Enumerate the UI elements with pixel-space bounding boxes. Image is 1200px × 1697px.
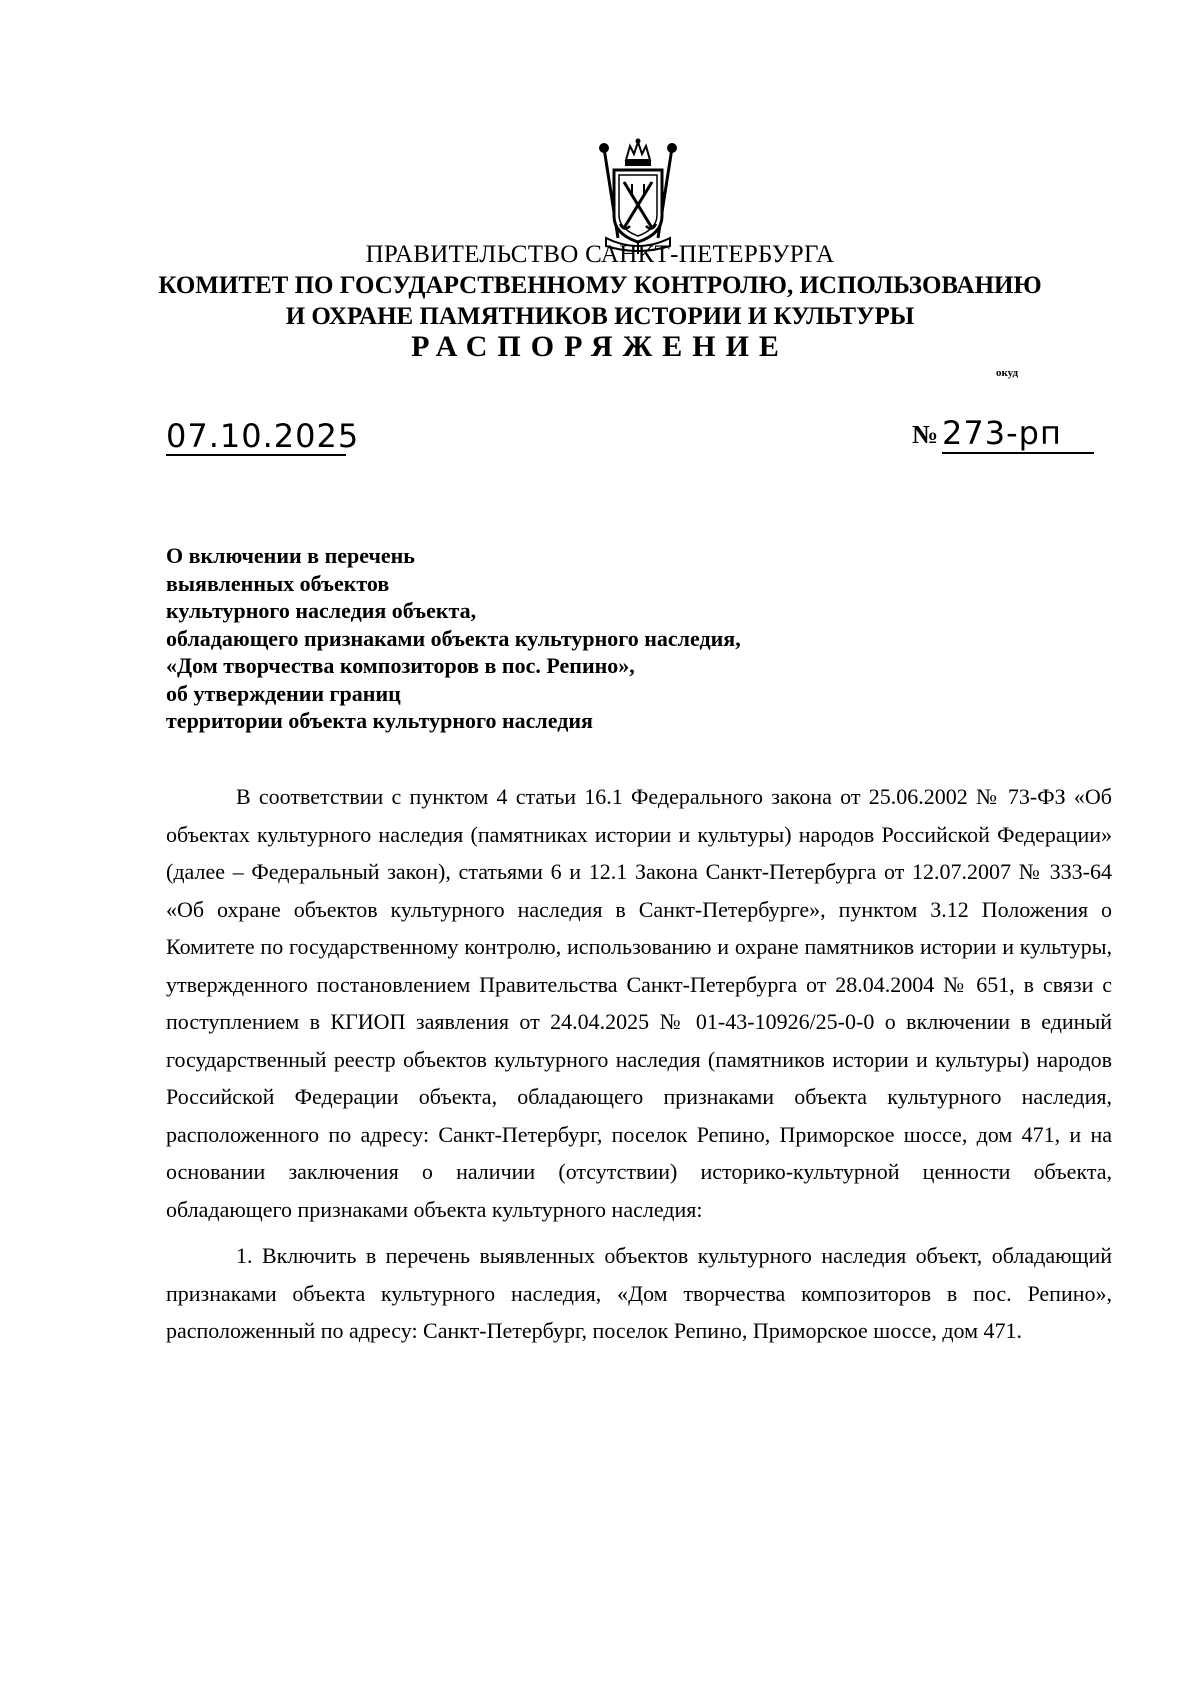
okud-label: окуд [996, 367, 1019, 379]
committee-name-line-1: КОМИТЕТ ПО ГОСУДАРСТВЕННОМУ КОНТРОЛЮ, ИСПОЛЬЗОВАНИЮ [158, 272, 1042, 299]
document-date: 07.10.2025 [166, 417, 360, 455]
committee-name-line-2: И ОХРАНЕ ПАМЯТНИКОВ ИСТОРИИ И КУЛЬТУРЫ [285, 303, 915, 330]
subject-line: территории объекта культурного наследия [166, 708, 593, 733]
subject-line: «Дом творчества композиторов в пос. Репино», [166, 653, 635, 678]
document-type: РАСПОРЯЖЕНИЕ [411, 330, 789, 363]
subject-line: культурного наследия объекта, [166, 598, 477, 623]
subject-line: обладающего признаками объекта культурного наследия, [166, 625, 741, 651]
committee-name [0, 270, 1200, 332]
subject-line: О включении в перечень [166, 543, 415, 568]
preamble-paragraph: В соответствии с пунктом 4 статьи 16.1 Федерального закона от 25.06.2002 № 73-ФЗ «Об объектах культурного наследия (памятниках истории и культуры) народов Российской Федерации» (далее – Федеральный закон), статьями 6 и 12.1 Закона Санкт-Петербурга от 12.07.2007 № 333-64 «Об охране объектов культурного наследия в Санкт-Петербурге», пунктом 3.12 Положения о Комитете по государственному контролю, использованию и охране памятников истории и культуры, утвержденного постановлением Правительства Санкт-Петербурга от 28.04.2004 № 651, в связи с поступлением в КГИОП заявления от 24.04.2025 № 01-43-10926/25-0-0 о включении в единый государственный реестр объектов культурного наследия (памятников истории и культуры) народов Российской Федерации объекта, обладающего признаками объекта культурного наследия, расположенного по адресу: Санкт-Петербург, поселок Репино, Приморское шоссе, дом 471, и на основании заключения о наличии (отсутствии) историко-культурной ценности объекта, обладающего признаками объекта культурного наследия: [166, 784, 1112, 1222]
document-number: 273-рп [942, 414, 1094, 454]
number-label: № [912, 420, 939, 449]
government-name: ПРАВИТЕЛЬСТВО САНКТ-ПЕТЕРБУРГА [365, 241, 835, 268]
coat-of-arms-icon [596, 138, 680, 256]
item-1-paragraph: 1. Включить в перечень выявленных объектов культурного наследия объект, обладающий признаками объекта культурного наследия, «Дом творчества композиторов в пос. Репино», расположенный по адресу: Санкт-Петербург, поселок Репино, Приморское шоссе, дом 471. [166, 1243, 1112, 1343]
subject-line: выявленных объектов [166, 570, 390, 596]
subject-line: об утверждении границ [166, 680, 401, 706]
document-subject [166, 542, 1066, 735]
document-body [166, 778, 1112, 1350]
